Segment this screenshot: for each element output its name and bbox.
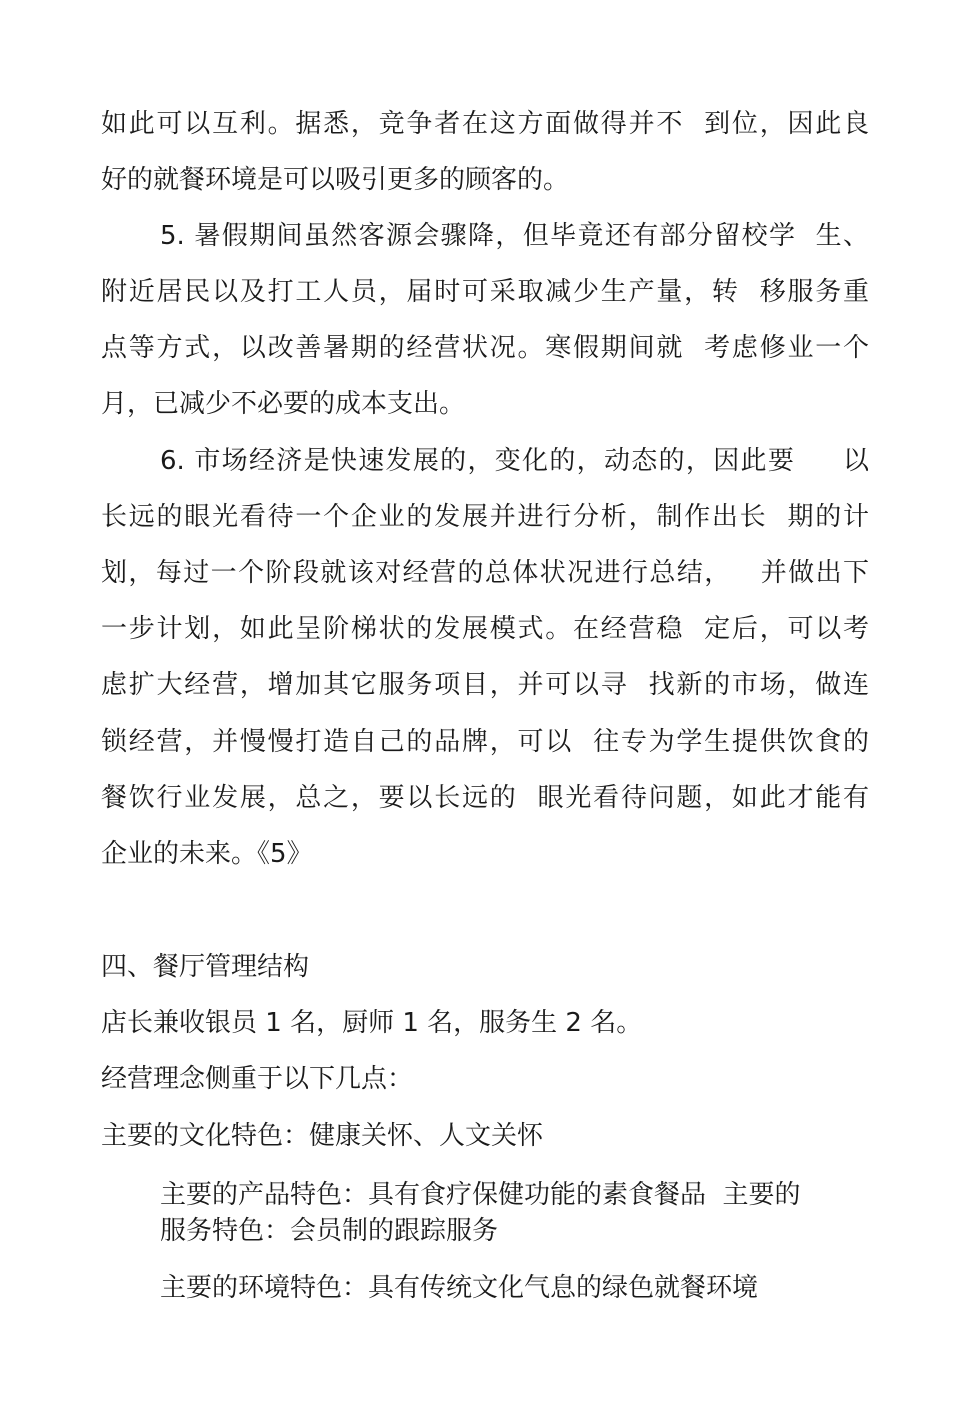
paragraph-line: 附近居民以及打工人员，届时可采取减少生产量，转 移服务重 (101, 277, 869, 307)
philosophy-intro: 经营理念侧重于以下几点： (101, 1064, 414, 1094)
paragraph-line: 划，每过一个阶段就该对经营的总体状况进行总结， 并做出下 (101, 558, 869, 588)
paragraph-line: 月，已减少不必要的成本支出。 (101, 389, 466, 419)
paragraph-line: 长远的眼光看待一个企业的发展并进行分析，制作出长 期的计 (101, 502, 869, 532)
environment-feature: 主要的环境特色：具有传统文化气息的绿色就餐环境 (160, 1273, 759, 1303)
paragraph-line: 企业的未来。《5》 (101, 839, 313, 869)
paragraph-line: 虑扩大经营，增加其它服务项目，并可以寻 找新的市场，做连 (101, 670, 869, 700)
paragraph-line: 餐饮行业发展，总之，要以长远的 眼光看待问题，如此才能有 (101, 783, 869, 813)
paragraph-line: 如此可以互利。据悉，竞争者在这方面做得并不 到位，因此良 (101, 109, 869, 139)
product-feature: 主要的产品特色：具有食疗保健功能的素食餐品 主要的 (160, 1180, 801, 1210)
paragraph-line: 点等方式，以改善暑期的经营状况。寒假期间就 考虑修业一个 (101, 333, 869, 363)
section-heading: 四、餐厅管理结构 (101, 952, 310, 982)
paragraph-line: 一步计划，如此呈阶梯状的发展模式。在经营稳 定后，可以考 (101, 614, 869, 644)
paragraph-line: 6. 市场经济是快速发展的，变化的，动态的，因此要 以 (160, 446, 869, 476)
service-feature: 服务特色：会员制的跟踪服务 (160, 1216, 499, 1246)
paragraph-line: 5. 暑假期间虽然客源会骤降，但毕竟还有部分留校学 生、 (160, 221, 869, 251)
culture-feature: 主要的文化特色：健康关怀、人文关怀 (101, 1121, 544, 1151)
staff-line: 店长兼收银员 1 名，厨师 1 名，服务生 2 名。 (101, 1008, 643, 1038)
paragraph-line: 锁经营，并慢慢打造自己的品牌，可以 往专为学生提供饮食的 (101, 727, 869, 757)
paragraph-line: 好的就餐环境是可以吸引更多的顾客的。 (101, 165, 570, 195)
